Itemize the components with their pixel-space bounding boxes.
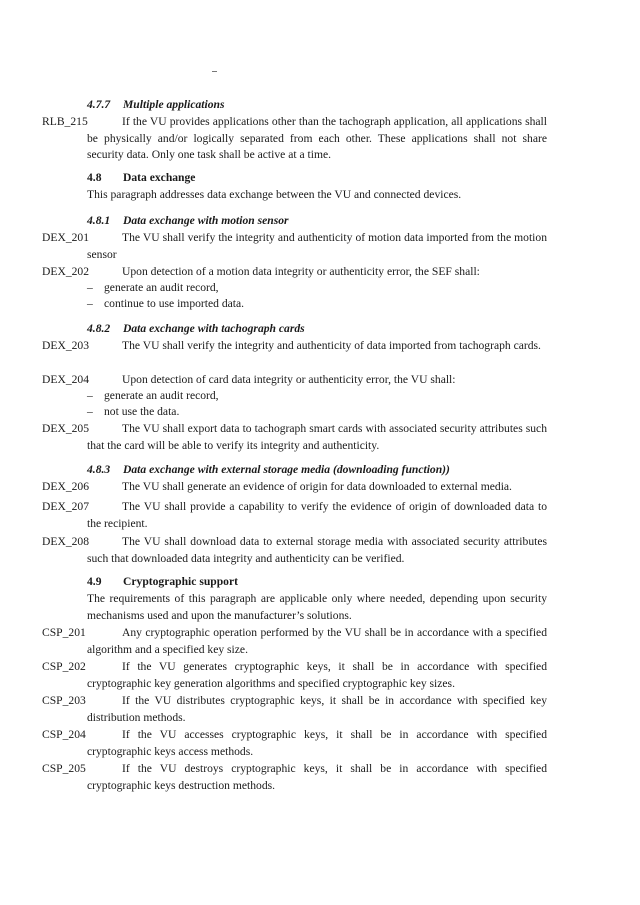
section-number: 4.8.2 [87, 322, 111, 335]
section-number: 4.7.7 [87, 98, 111, 111]
requirement-id: DEX_206 [42, 480, 90, 493]
section-heading-4-8 [87, 170, 195, 187]
requirement-text: The VU shall verify the integrity and authenticity of data imported from tachograph cards. [122, 339, 541, 352]
section-heading-4-7-7 [87, 97, 224, 114]
section-number: 4.8.3 [87, 463, 111, 476]
requirement-id: DEX_202 [42, 265, 90, 278]
requirement-id: DEX_201 [42, 231, 90, 244]
requirement-text: The VU shall provide a capability to verify the evidence of origin of downloaded data to the recipient. [87, 500, 547, 530]
section-number: 4.9 [87, 575, 102, 588]
requirement-id: DEX_204 [42, 373, 90, 386]
bullet-text: generate an audit record, [104, 389, 219, 402]
requirement-id: RLB_215 [42, 115, 88, 128]
requirement-text: If the VU distributes cryptographic keys, it shall be in accordance with specified key distribution methods. [87, 694, 547, 724]
requirement-id: CSP_202 [42, 660, 86, 673]
section-heading-4-8-3 [87, 462, 450, 479]
section-number: 4.8.1 [87, 214, 111, 227]
section-intro-4-8: This paragraph addresses data exchange between the VU and connected devices. [87, 188, 462, 201]
section-title: Multiple applications [123, 98, 225, 111]
section-heading-4-8-2 [87, 321, 305, 338]
bullet-mark: – [87, 389, 93, 402]
bullet-item [87, 388, 219, 405]
requirement-rlb-215 [42, 114, 547, 164]
requirement-dex-203 [42, 338, 547, 355]
section-title: Data exchange [123, 171, 196, 184]
bullet-text: continue to use imported data. [104, 297, 245, 310]
bullet-mark: – [87, 405, 93, 418]
bullet-text: generate an audit record, [104, 281, 219, 294]
requirement-dex-202 [42, 264, 547, 281]
requirement-id: DEX_207 [42, 500, 90, 513]
requirement-id: CSP_201 [42, 626, 86, 639]
section-title: Cryptographic support [123, 575, 238, 588]
section-title: Data exchange with external storage media (downloading function)) [123, 463, 450, 476]
requirement-id: DEX_208 [42, 535, 90, 548]
requirement-text: Upon detection of a motion data integrity or authenticity error, the SEF shall: [122, 265, 480, 278]
bullet-item [87, 280, 219, 297]
requirement-text: If the VU provides applications other than the tachograph application, all applications shall be physically and/or logically separated from each other. These applications shall not share security data. Only one task shall be active at a time. [87, 115, 547, 161]
section-heading-4-9 [87, 574, 238, 591]
requirement-text: Upon detection of card data integrity or authenticity error, the VU shall: [122, 373, 456, 386]
section-heading-4-8-1 [87, 213, 289, 230]
requirement-text: If the VU accesses cryptographic keys, it shall be in accordance with specified cryptographic keys access methods. [87, 728, 547, 758]
requirement-id: CSP_205 [42, 762, 86, 775]
bullet-item [87, 296, 244, 313]
requirement-text: The VU shall verify the integrity and authenticity of motion data imported from the motion sensor [87, 231, 547, 261]
requirement-text: If the VU destroys cryptographic keys, it shall be in accordance with specified cryptographic keys destruction methods. [87, 762, 547, 792]
bullet-text: not use the data. [104, 405, 180, 418]
requirement-dex-201 [42, 230, 547, 263]
requirement-csp-201 [42, 625, 547, 658]
requirement-csp-202 [42, 659, 547, 692]
requirement-dex-206 [42, 479, 547, 496]
requirement-id: DEX_203 [42, 339, 90, 352]
requirement-id: CSP_204 [42, 728, 86, 741]
requirement-dex-205 [42, 421, 547, 454]
requirement-text: If the VU generates cryptographic keys, it shall be in accordance with specified cryptographic key generation algorithms and specified cryptographic key sizes. [87, 660, 547, 690]
requirement-csp-203 [42, 693, 547, 726]
requirement-dex-207 [42, 499, 547, 532]
section-intro-4-9: The requirements of this paragraph are applicable only where needed, depending upon security mechanisms used and upon the manufacturer’s solutions. [87, 592, 547, 622]
requirement-dex-208 [42, 534, 547, 567]
requirement-text: Any cryptographic operation performed by the VU shall be in accordance with a specified algorithm and a specified key size. [87, 626, 547, 656]
section-title: Data exchange with motion sensor [123, 214, 289, 227]
requirement-text: The VU shall export data to tachograph smart cards with associated security attributes such that the card will be able to verify its integrity and authenticity. [87, 422, 547, 452]
section-title: Data exchange with tachograph cards [123, 322, 305, 335]
section-number: 4.8 [87, 171, 102, 184]
bullet-item [87, 404, 179, 421]
requirement-csp-204 [42, 727, 547, 760]
header-mark [212, 71, 217, 72]
requirement-text: The VU shall download data to external storage media with associated security attributes such that downloaded data integrity and authenticity can be verified. [87, 535, 547, 565]
requirement-id: DEX_205 [42, 422, 90, 435]
requirement-text: The VU shall generate an evidence of origin for data downloaded to external media. [122, 480, 512, 493]
requirement-csp-205 [42, 761, 547, 794]
bullet-mark: – [87, 297, 93, 310]
bullet-mark: – [87, 281, 93, 294]
requirement-dex-204 [42, 372, 547, 389]
requirement-id: CSP_203 [42, 694, 86, 707]
